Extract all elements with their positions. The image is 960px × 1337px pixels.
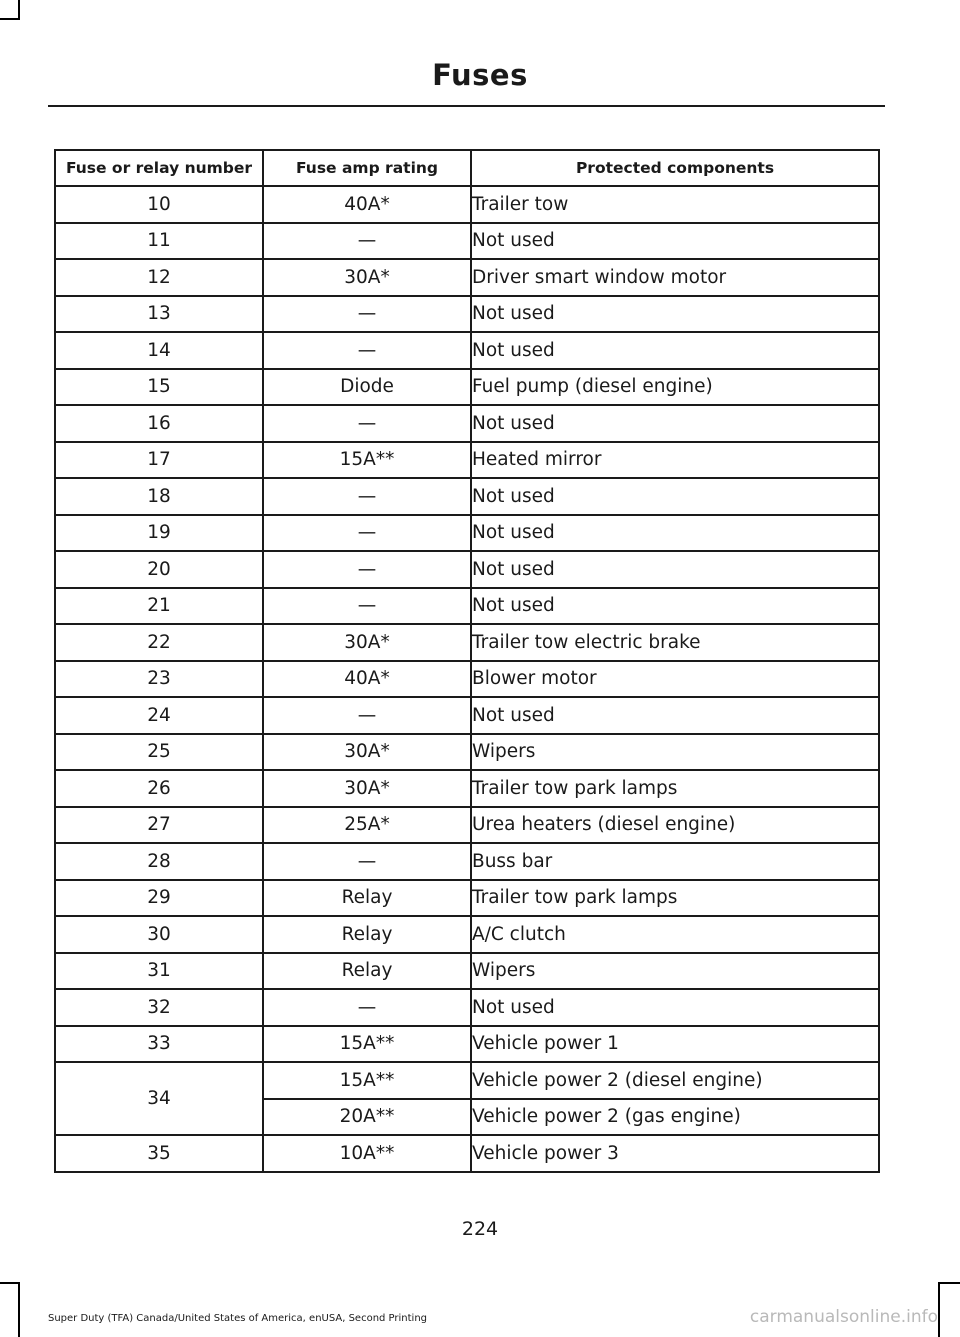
table-row [55, 880, 879, 917]
fuse-number: 28 [55, 843, 263, 880]
table-row [55, 296, 879, 333]
fuse-number: 31 [55, 953, 263, 990]
table-row [55, 697, 879, 734]
table-row [55, 515, 879, 552]
table-row [55, 551, 879, 588]
column-header-amp-rating: Fuse amp rating [263, 150, 471, 186]
amp-rating: 15A** [263, 1026, 471, 1063]
watermark: carmanualsonline.info [749, 1307, 938, 1327]
fuse-number: 23 [55, 661, 263, 698]
table-row [55, 478, 879, 515]
protected-component: Trailer tow electric brake [471, 624, 879, 661]
protected-component: Not used [471, 405, 879, 442]
table-row [55, 843, 879, 880]
protected-component: Not used [471, 697, 879, 734]
amp-rating: 30A* [263, 624, 471, 661]
fuse-number: 26 [55, 770, 263, 807]
table-row [55, 770, 879, 807]
table-row [55, 442, 879, 479]
protected-component: Vehicle power 3 [471, 1135, 879, 1172]
table-row [55, 588, 879, 625]
title-divider [48, 105, 885, 107]
protected-component: Not used [471, 551, 879, 588]
crop-mark [0, 1282, 20, 1284]
fuse-number: 25 [55, 734, 263, 771]
protected-component: Vehicle power 2 (gas engine) [471, 1099, 879, 1136]
crop-mark [938, 1282, 940, 1337]
fuse-number: 32 [55, 989, 263, 1026]
fuse-number: 29 [55, 880, 263, 917]
protected-component: Trailer tow park lamps [471, 880, 879, 917]
fuse-number: 16 [55, 405, 263, 442]
crop-mark [0, 18, 20, 20]
fuse-number: 12 [55, 259, 263, 296]
protected-component: Trailer tow [471, 186, 879, 223]
protected-component: Not used [471, 332, 879, 369]
protected-component: Heated mirror [471, 442, 879, 479]
amp-rating: — [263, 989, 471, 1026]
amp-rating: 15A** [263, 1062, 471, 1099]
table-row [55, 1062, 879, 1099]
fuse-number: 18 [55, 478, 263, 515]
crop-mark [938, 1282, 960, 1284]
amp-rating: — [263, 843, 471, 880]
fuse-number: 35 [55, 1135, 263, 1172]
protected-component: Driver smart window motor [471, 259, 879, 296]
protected-component: Not used [471, 588, 879, 625]
crop-mark [18, 1282, 20, 1337]
amp-rating: Relay [263, 953, 471, 990]
amp-rating: — [263, 551, 471, 588]
protected-component: Wipers [471, 734, 879, 771]
fuse-number: 19 [55, 515, 263, 552]
fuse-number: 30 [55, 916, 263, 953]
amp-rating: Relay [263, 916, 471, 953]
page-title: Fuses [432, 58, 528, 92]
protected-component: Urea heaters (diesel engine) [471, 807, 879, 844]
fuse-number: 13 [55, 296, 263, 333]
protected-component: Wipers [471, 953, 879, 990]
table-row [55, 332, 879, 369]
protected-component: Blower motor [471, 661, 879, 698]
table-row [55, 223, 879, 260]
column-header-fuse-number: Fuse or relay number [55, 150, 263, 186]
crop-mark [18, 0, 20, 18]
protected-component: Fuel pump (diesel engine) [471, 369, 879, 406]
table-row [55, 916, 879, 953]
fuse-number: 17 [55, 442, 263, 479]
protected-component: Trailer tow park lamps [471, 770, 879, 807]
table-row [55, 624, 879, 661]
protected-component: Vehicle power 2 (diesel engine) [471, 1062, 879, 1099]
amp-rating: 20A** [263, 1099, 471, 1136]
fuse-number: 11 [55, 223, 263, 260]
amp-rating: 30A* [263, 734, 471, 771]
amp-rating: 15A** [263, 442, 471, 479]
amp-rating: — [263, 332, 471, 369]
protected-component: Not used [471, 515, 879, 552]
fuse-table [54, 149, 880, 1173]
protected-component: Not used [471, 989, 879, 1026]
table-header-row [55, 150, 879, 186]
table-row [55, 734, 879, 771]
table-row [55, 1135, 879, 1172]
amp-rating: — [263, 478, 471, 515]
table-row [55, 405, 879, 442]
protected-component: Not used [471, 478, 879, 515]
column-header-protected-components: Protected components [471, 150, 879, 186]
fuse-number: 34 [55, 1062, 263, 1135]
amp-rating: 40A* [263, 661, 471, 698]
amp-rating: — [263, 223, 471, 260]
amp-rating: 40A* [263, 186, 471, 223]
fuse-number: 22 [55, 624, 263, 661]
amp-rating: — [263, 515, 471, 552]
fuse-number: 20 [55, 551, 263, 588]
fuse-number: 27 [55, 807, 263, 844]
fuse-number: 15 [55, 369, 263, 406]
protected-component: Buss bar [471, 843, 879, 880]
amp-rating: 30A* [263, 259, 471, 296]
amp-rating: — [263, 588, 471, 625]
amp-rating: 25A* [263, 807, 471, 844]
amp-rating: Relay [263, 880, 471, 917]
footer-text: Super Duty (TFA) Canada/United States of America, enUSA, Second Printing [48, 1313, 428, 1324]
fuse-number: 33 [55, 1026, 263, 1063]
protected-component: Not used [471, 223, 879, 260]
table-row [55, 807, 879, 844]
fuse-number: 24 [55, 697, 263, 734]
fuse-number: 14 [55, 332, 263, 369]
protected-component: Vehicle power 1 [471, 1026, 879, 1063]
table-row [55, 186, 879, 223]
table-row [55, 989, 879, 1026]
table-row [55, 953, 879, 990]
amp-rating: — [263, 405, 471, 442]
amp-rating: — [263, 697, 471, 734]
amp-rating: 10A** [263, 1135, 471, 1172]
amp-rating: Diode [263, 369, 471, 406]
fuse-number: 21 [55, 588, 263, 625]
amp-rating: 30A* [263, 770, 471, 807]
amp-rating: — [263, 296, 471, 333]
table-row [55, 661, 879, 698]
page-number: 224 [461, 1218, 499, 1240]
table-row [55, 369, 879, 406]
protected-component: Not used [471, 296, 879, 333]
fuse-number: 10 [55, 186, 263, 223]
table-row [55, 1026, 879, 1063]
protected-component: A/C clutch [471, 916, 879, 953]
table-row [55, 259, 879, 296]
